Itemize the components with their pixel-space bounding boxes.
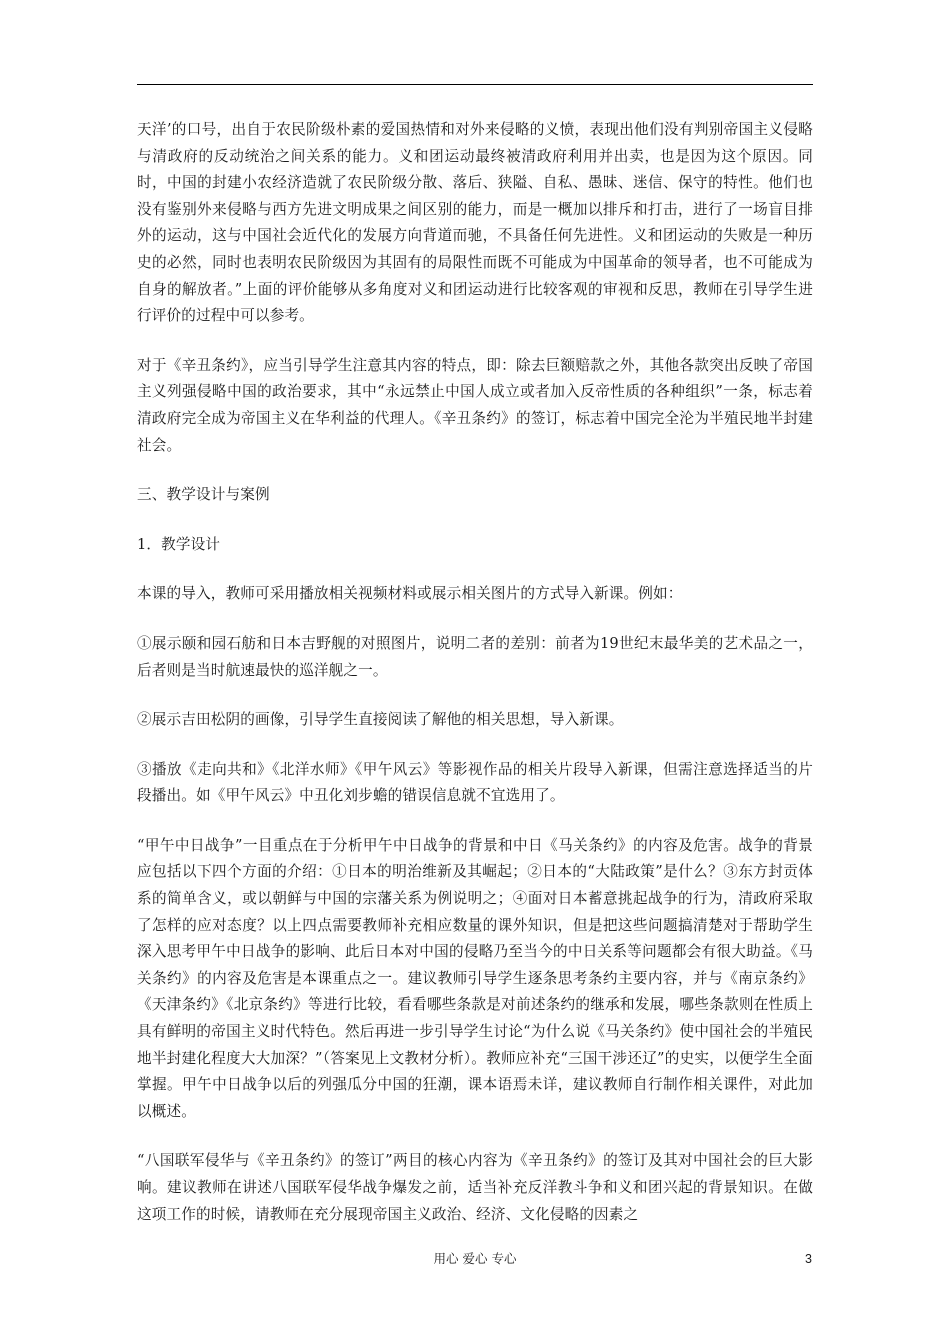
paragraph-sino-japanese-war: “甲午中日战争”一目重点在于分析甲午中日战争的背景和中日《马关条约》的内容及危害。战争的背景应包括以下四个方面的介绍：①日本的明治维新及其崛起；②日本的“大陆政策”是什么？③东方封贡体系的简单含义，或以朝鲜与中国的宗藩关系为例说明之；④面对日本蓄意挑起战争的行为，清政府采取了怎样的应对态度？以上四点需要教师补充相应数量的课外知识，但是把这些问题搞清楚对于帮助学生深入思考甲午中日战争的影响、此后日本对中国的侵略乃至当今的中日关系等问题都会有很大助益。《马关条约》的内容及危害是本课重点之一。建议教师引导学生逐条思考条约主要内容，并与《南京条约》《天津条约》《北京条约》等进行比较，看看哪些条款是对前述条约的继承和发展，哪些条款则在性质上具有鲜明的帝国主义时代特色。然后再进一步引导学生讨论“为什么说《马关条约》使中国社会的半殖民地半封建化程度大大加深？”（答案见上文教材分析）。教师应补充“三国干涉还辽”的史实，以便学生全面掌握。甲午中日战争以后的列强瓜分中国的狂潮，课本语焉未详，建议教师自行制作相关课件，对此加以概述。 (137, 836, 813, 1120)
paragraph-boxer-evaluation: 天洋’的口号，出自于农民阶级朴素的爱国热情和对外来侵略的义愤，表现出他们没有判别帝国主义侵略与清政府的反动统治之间关系的能力。义和团运动最终被清政府利用并出卖，也是因为这个原因。同时，中国的封建小农经济造就了农民阶级分散、落后、狭隘、自私、愚昧、迷信、保守的特性。他们也没有鉴别外来侵略与西方先进文明成果之间区别的能力，而是一概加以排斥和打击，进行了一场盲目排外的运动，这与中国社会近代化的发展方向背道而驰，不具备任何先进性。义和团运动的失败是一种历史的必然，同时也表明农民阶级因为其固有的局限性而既不可能成为中国革命的领导者，也不可能成为自身的解放者。”上面的评价能够从多角度对义和团运动进行比较客观的审视和反思，教师在引导学生进行评价的过程中可以参考。 (137, 121, 813, 325)
page-number: 3 (805, 1252, 812, 1266)
paragraph-item-1: ①展示颐和园石舫和日本吉野舰的对照图片，说明二者的差别：前者为19世纪末最华美的艺术品之一，后者则是当时航速最快的巡洋舰之一。 (137, 634, 813, 679)
subsection-heading: 1．教学设计 (137, 535, 221, 553)
paragraph-eight-nation-alliance: “八国联军侵华与《辛丑条约》的签订”两目的核心内容为《辛丑条约》的签订及其对中国社会的巨大影响。建议教师在讲述八国联军侵华战争爆发之前，适当补充反洋教斗争和义和团兴起的背景知识。在做这项工作的时候，请教师在充分展现帝国主义政治、经济、文化侵略的因素之 (137, 1152, 813, 1223)
paragraph-xinchou-treaty: 对于《辛丑条约》，应当引导学生注意其内容的特点，即：除去巨额赔款之外，其他各款突出反映了帝国主义列强侵略中国的政治要求，其中“永远禁止中国人成立或者加入反帝性质的各种组织”一条，标志着清政府完全成为帝国主义在华利益的代理人。《辛丑条约》的签订，标志着中国完全沦为半殖民地半封建社会。 (137, 356, 813, 454)
paragraph-item-3: ③播放《走向共和》《北洋水师》《甲午风云》等影视作品的相关片段导入新课，但需注意选择适当的片段播出。如《甲午风云》中丑化刘步蟾的错误信息就不宜选用了。 (137, 760, 813, 805)
header-rule (137, 84, 813, 85)
paragraph-item-2: ②展示吉田松阴的画像，引导学生直接阅读了解他的相关思想，导入新课。 (137, 711, 624, 729)
paragraph-lesson-intro: 本课的导入，教师可采用播放相关视频材料或展示相关图片的方式导入新课。例如： (137, 585, 683, 603)
footer-text: 用心 爱心 专心 (433, 1251, 517, 1266)
section-heading: 三、教学设计与案例 (137, 486, 270, 504)
document-body (137, 117, 813, 1228)
